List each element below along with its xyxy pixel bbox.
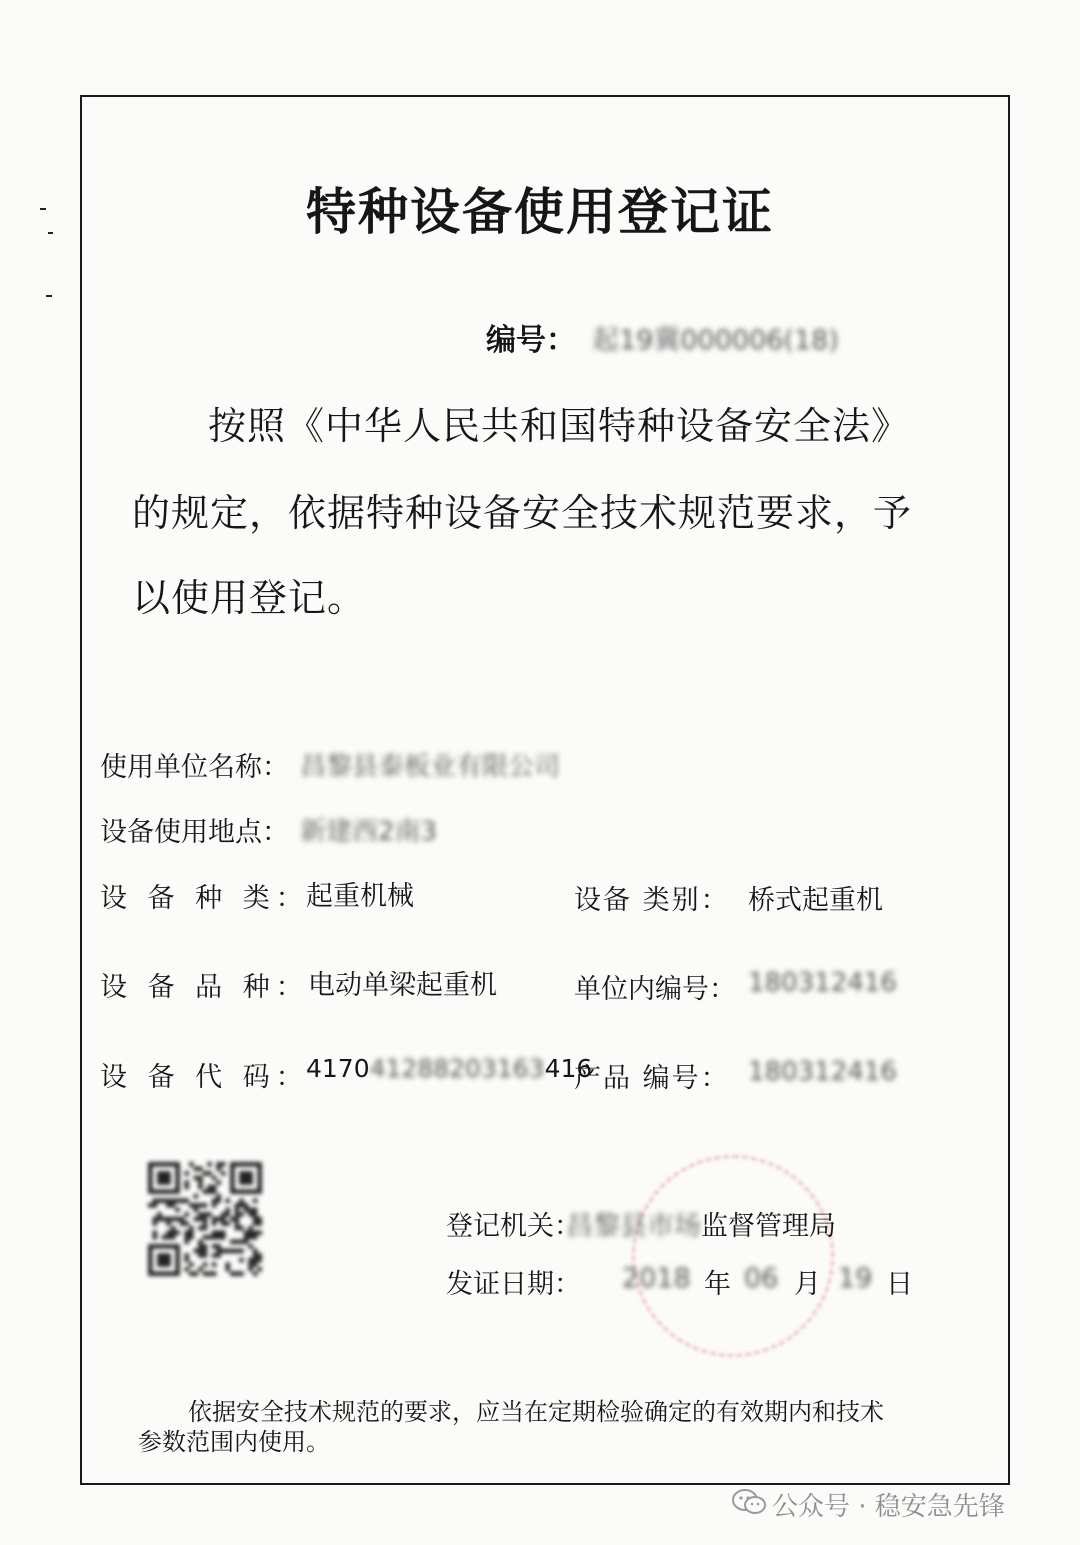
footer-line-1: 依据安全技术规范的要求，应当在定期检验确定的有效期内和技术 — [188, 1398, 884, 1426]
intro-line-3: 以使用登记。 — [132, 576, 367, 620]
issue-year: 2018 — [622, 1263, 691, 1294]
issue-day-unit: 日 — [886, 1269, 913, 1300]
equipment-variety-value: 电动单梁起重机 — [308, 970, 497, 1001]
official-seal — [632, 1155, 834, 1357]
wechat-icon — [732, 1488, 766, 1516]
equipment-code-label: 设 备 代 码： — [100, 1062, 309, 1093]
location-value: 新建西2南3 — [300, 817, 438, 847]
cert-number-label: 编号： — [486, 323, 576, 358]
issue-day: 19 — [838, 1263, 873, 1294]
user-unit-value: 昌黎县泰板业有限公司 — [300, 752, 561, 782]
certificate-title: 特种设备使用登记证 — [306, 183, 774, 241]
issue-year-unit: 年 — [704, 1269, 731, 1300]
authority-value — [566, 1204, 836, 1243]
qr-code — [148, 1162, 262, 1276]
issue-month: 06 — [744, 1263, 779, 1294]
watermark-text: 公众号 · 稳安急先锋 — [772, 1492, 1005, 1522]
authority-suffix: 监督管理局 — [701, 1211, 836, 1242]
equipment-code-suffix: 416 — [544, 1054, 593, 1083]
intro-line-1: 按照《中华人民共和国特种设备安全法》 — [208, 404, 911, 448]
footer-line-2: 参数范围内使用。 — [138, 1428, 330, 1456]
product-no-value: 180312416 — [748, 1057, 897, 1087]
equipment-type-value: 起重机械 — [306, 881, 414, 912]
equipment-category-value: 桥式起重机 — [748, 885, 883, 916]
product-no-label: 产品 编号： — [574, 1063, 730, 1094]
equipment-category-label: 设备 类别： — [574, 885, 730, 916]
user-unit-label: 使用单位名称： — [100, 752, 289, 783]
equipment-variety-label: 设 备 品 种： — [100, 972, 309, 1003]
equipment-type-label: 设 备 种 类： — [100, 883, 309, 914]
authority-masked: 昌黎县市场 — [566, 1211, 701, 1242]
authority-label: 登记机关： — [446, 1211, 581, 1242]
cert-number-value: 起19冀000006(18) — [592, 325, 839, 356]
issue-month-unit: 月 — [794, 1269, 821, 1300]
internal-no-value: 180312416 — [748, 968, 897, 998]
scan-speck — [46, 295, 52, 297]
equipment-code-masked: 41288203163 — [369, 1054, 545, 1083]
location-label: 设备使用地点： — [100, 817, 289, 848]
equipment-code-prefix: 4170 — [306, 1054, 370, 1083]
equipment-code-value — [306, 1054, 592, 1083]
issue-date-label: 发证日期： — [446, 1269, 581, 1300]
internal-no-label: 单位内编号： — [574, 974, 736, 1005]
intro-line-2: 的规定，依据特种设备安全技术规范要求，予 — [132, 491, 913, 535]
